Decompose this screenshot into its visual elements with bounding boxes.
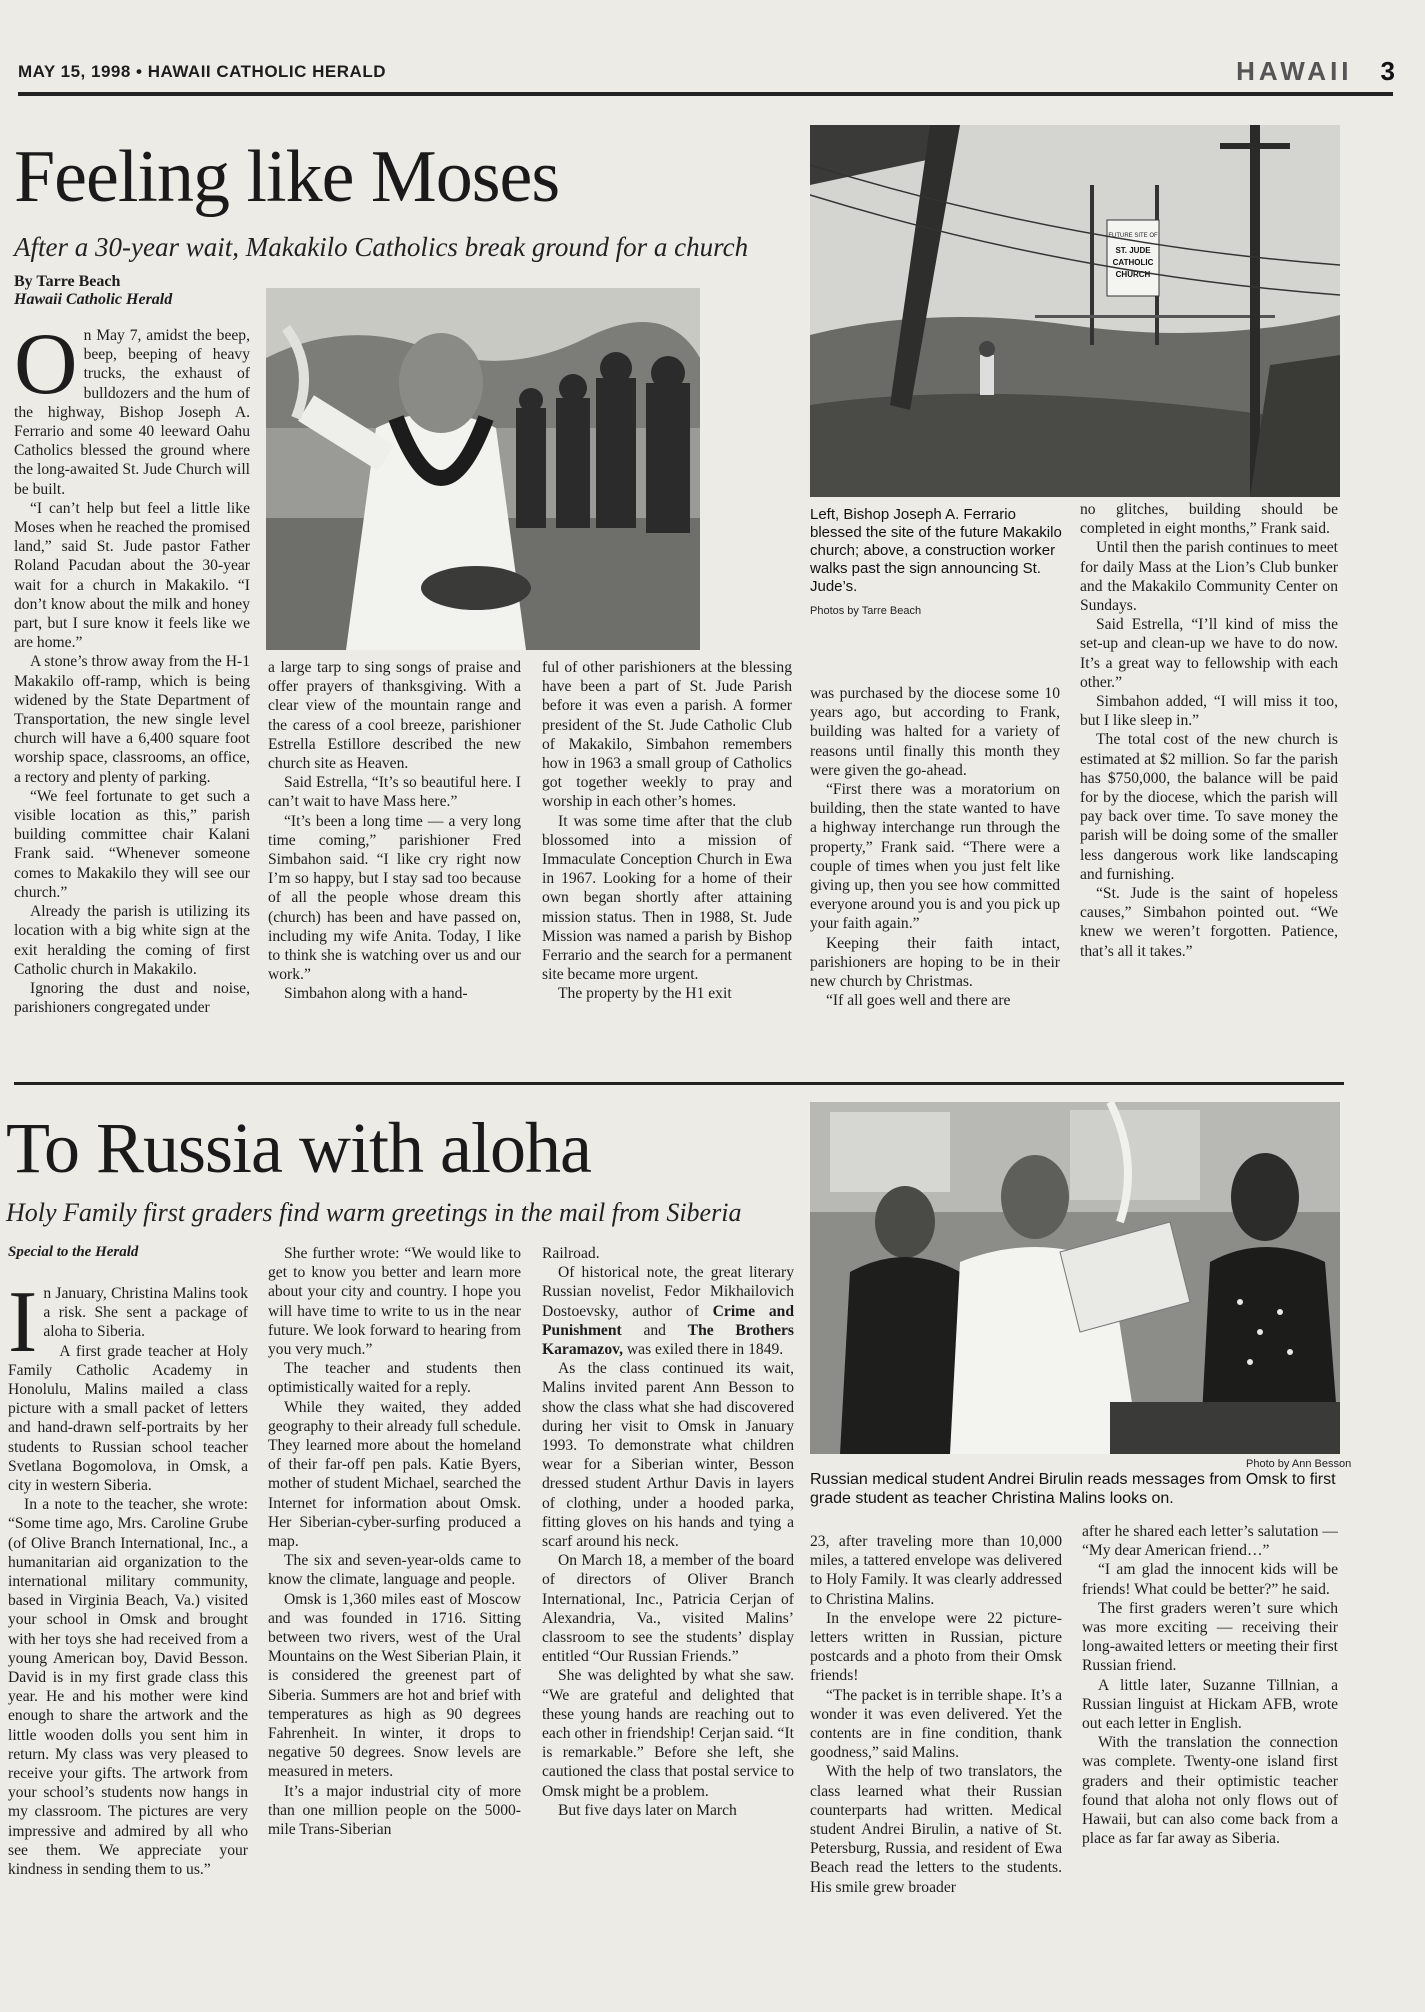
- story2-col2-p3: While they waited, they added geography to their already full schedule. They learned more about the homeland of their far-off pen pals. Katie Byers, mother of student Michael, searched the Internet for information about Omsk. Her Siberian-cyber-surfing produced a map.: [268, 1398, 521, 1551]
- photo-bishop-blessing-art: [266, 288, 700, 650]
- story2-photo-credit: Photo by Ann Besson: [1246, 1458, 1352, 1470]
- story1-col3-p3: The property by the H1 exit: [558, 985, 732, 1003]
- story1-caption-text: Left, Bishop Joseph A. Ferrario blessed the site of the future Makakilo church; above, a construction worker walks past the sign announcing St. Jude’s.: [810, 506, 1062, 595]
- book-title-crime: Crime and Punishment: [542, 1302, 795, 1339]
- dropcap: O: [14, 316, 78, 413]
- story2-col1-p2: A first grade teacher at Holy Family Catholic Academy in Honolulu, Malins mailed a class picture with a small packet of letters and hand-drawn self-portraits by her students to Russian school teacher Svetlana Bogomolova, in Omsk, a city in western Siberia.: [8, 1342, 248, 1495]
- story1-byline-author: By Tarre Beach: [14, 273, 121, 290]
- story2-col2-p6: It’s a major industrial city of more than one million people on the 5000-mile Trans-Siberian: [268, 1782, 521, 1839]
- story2-col2-p5: Omsk is 1,360 miles east of Moscow and was founded in 1716. Sitting between two rivers, west of the Ural Mountains on the West Siberian Plain, it is considered the greenest part of Siberia. Summers are hot and brief with temperatures as high as 90 degrees Fahrenheit. In winter, it drops to negative 50 degrees. Snow levels are measured in meters.: [268, 1590, 521, 1781]
- story2-col5-p4: A little later, Suzanne Tillnian, a Russian linguist at Hickam AFB, wrote out each letter in English.: [1082, 1676, 1338, 1733]
- story1-headline: Feeling like Moses: [14, 136, 560, 218]
- section-name: HAWAII: [1236, 56, 1353, 86]
- story2-deck: Holy Family first graders find warm greetings in the mail from Siberia: [6, 1198, 742, 1227]
- story2-col2-p4: The six and seven-year-olds came to know the climate, language and people.: [268, 1552, 521, 1589]
- story2-col4-p3: “The packet is in terrible shape. It’s a wonder it was even delivered. Yet the contents are in fine condition, thank goodness,” said Malins.: [810, 1686, 1062, 1762]
- story2-headline: To Russia with aloha: [6, 1108, 591, 1188]
- sign-catholic: CATHOLIC: [1112, 258, 1154, 267]
- story2-col3-p4: She was delighted by what she saw. “We are grateful and delighted that these young hands are reaching out to each other in friendship! Cerjan said. “It is remarkable.” Before she left, she cautioned the class that postal service to Omsk might be a problem.: [542, 1667, 794, 1800]
- story2-col4-p4: With the help of two translators, the class learned what their Russian counterparts had written. Medical student Andrei Birulin, a native of St. Petersburg, Russia, and resident of Ewa Beach read the letters to the students. His smile grew broader: [810, 1763, 1062, 1896]
- sign-future-site: FUTURE SITE OF: [1108, 233, 1158, 239]
- story2-column-2: [268, 1244, 521, 1839]
- story2-byline: Special to the Herald: [8, 1244, 139, 1260]
- photo-construction-site-art: [810, 125, 1340, 497]
- story1-col5-p1: no glitches, building should be completed in eight months,” Frank said.: [1080, 501, 1338, 538]
- story2-col2-p2: The teacher and students then optimistically waited for a reply.: [268, 1360, 521, 1397]
- story1-col1-p5: Already the parish is utilizing its location with a big white sign at the exit heralding the coming of first Catholic church in Makakilo.: [14, 903, 250, 978]
- story2-col3-p3: On March 18, a member of the board of directors of Oliver Branch International, Inc., Patricia Cerjan of Alexandria, Va., visited Malins’ classroom to see the students’ display entitled “Our Russian Friends.”: [542, 1552, 794, 1666]
- story2-col3-p1: Of historical note, the great literary Russian novelist, Fedor Mikhailovich Dostoevsky, author of Crime and Punishment and The Brothers Karamazov, was exiled there in 1849.: [542, 1264, 795, 1359]
- story2-column-1: [8, 1274, 248, 1879]
- story1-col2-p4: Simbahon along with a hand-: [284, 985, 468, 1003]
- story1-byline: [14, 273, 172, 309]
- story-divider: [14, 1082, 1344, 1085]
- story1-byline-org: Hawaii Catholic Herald: [14, 291, 173, 308]
- story1-column-4: [810, 684, 1060, 1010]
- story1-column-3: [542, 658, 792, 1004]
- story1-caption: [810, 506, 1062, 620]
- page-number: 3: [1380, 56, 1395, 86]
- story2-col1-p3: In a note to the teacher, she wrote: “Some time ago, Mrs. Caroline Grube (of Olive Branch International, Inc., a humanitarian aid organization to the international military community, based in Virginia Beach, Va.) visited your school in Omsk and brought with her toys she had received from a young American boy, David Besson. David is in my first grade class this year. He and his mother were kind enough to share the artwork and the little wooden dolls you sent him in return. My class was very pleased to receive your gifts. The artwork from your school’s students now hangs in my classroom. The pictures are very impressive and admired by all who see them. We appreciate your kindness in sending them to us.”: [8, 1496, 248, 1879]
- section-label: [1236, 56, 1395, 87]
- sign-church: CHURCH: [1115, 270, 1151, 279]
- story2-column-4: [810, 1532, 1062, 1897]
- story1-col5-p3: Said Estrella, “I’ll kind of miss the set-up and clean-up we have to do now. It’s a great way to fellowship with each other.”: [1080, 616, 1338, 691]
- story1-column-2: [268, 658, 521, 1004]
- story1-column-5: [1080, 500, 1338, 961]
- story1-col1-p4: “We feel fortunate to get such a visible location as this,” parish building committee chair Kalani Frank said. “Whenever someone comes to Makakilo they will see our church.”: [14, 787, 250, 901]
- story2-col4-p1: 23, after traveling more than 10,000 miles, a tattered envelope was delivered to Holy Family. It was clearly addressed to Christina Malins.: [810, 1533, 1062, 1608]
- story1-col2-p1: a large tarp to sing songs of praise and offer prayers of thanksgiving. With a clear view of the mountain range and the caress of a cool breeze, parishioner Estrella Estillore described the new church site as Heaven.: [268, 659, 521, 773]
- story2-col5-p2: “I am glad the innocent kids will be friends! What could be better?” he said.: [1082, 1561, 1338, 1598]
- story2-col5-p1: after he shared each letter’s salutation — “My dear American friend…”: [1082, 1523, 1338, 1560]
- story1-col4-p1: was purchased by the diocese some 10 years ago, but according to Frank, building was halted for a variety of reasons until finally this month they were given the go-ahead.: [810, 685, 1060, 779]
- story1-col2-p2: Said Estrella, “It’s so beautiful here. I can’t wait to have Mass here.”: [268, 774, 521, 811]
- story2-col3-p5: But five days later on March: [558, 1801, 737, 1819]
- story1-col4-p4: “If all goes well and there are: [826, 992, 1011, 1010]
- photo-classroom-art: [810, 1102, 1340, 1454]
- story2-col3-p2: As the class continued its wait, Malins invited parent Ann Besson to show the class what she had discovered during her visit to Omsk in January 1993. To demonstrate what children wear for a Siberian winter, Besson dressed student Arthur Davis in layers of clothing, under a hooded parka, fitting gloves on his hands and tying a scarf around his neck.: [542, 1360, 794, 1551]
- dropcap-i: I: [8, 1274, 38, 1371]
- story2-col5-p5: With the translation the connection was complete. Twenty-one island first graders and their optimistic teacher found that aloha not only flows out of Hawaii, but can also come back from a place as far far away as Siberia.: [1082, 1734, 1338, 1848]
- story1-column-1: [14, 316, 251, 1017]
- photo-bishop-blessing: [266, 288, 700, 650]
- masthead-date-paper: MAY 15, 1998 • HAWAII CATHOLIC HERALD: [18, 62, 386, 81]
- book-title-karamazov: The Brothers Karamazov,: [542, 1321, 794, 1359]
- photo-classroom: [810, 1102, 1340, 1454]
- story1-col2-p3: “It’s been a long time — a very long time coming,” parishioner Fred Simbahon said. “I like cry right now I’m so happy, but I stay sad too because of all the people whose dream this (church) has been and have passed on, including my wife Anita. Today, I like to think she is watching over us and our work.”: [268, 812, 521, 984]
- story1-col3-p2: It was some time after that the club blossomed into a mission of Immaculate Conception Church in Ewa in 1967. Looking for a home of their own began shortly after attaining mission status. Then in 1988, St. Jude Mission was named a parish by Bishop Ferrario and the search for a permanent site became more urgent.: [542, 812, 792, 984]
- story1-col3-p1: ful of other parishioners at the blessing have been a part of St. Jude Parish before it was even a parish. A former president of the St. Jude Catholic Club of Makakilo, Simbahon remembers how in 1963 a small group of Catholics got together weekly to pray and worship in each other’s homes.: [542, 659, 792, 811]
- story1-col4-p3: Keeping their faith intact, parishioners are hoping to be in their new church by Christmas.: [810, 934, 1060, 991]
- story1-photo-credit: Photos by Tarre Beach: [810, 605, 922, 617]
- story1-col1-p6: Ignoring the dust and noise, parishioners congregated under: [14, 979, 250, 1017]
- story2-col1-p1: In January, Christina Malins took a risk. She sent a package of aloha to Siberia.: [8, 1274, 248, 1371]
- story1-col5-p4: Simbahon added, “I will miss it too, but I like sleep in.”: [1080, 693, 1338, 730]
- story1-col5-p2: Until then the parish continues to meet for daily Mass at the Lion’s Club bunker and the Makakilo Community Center on Sundays.: [1080, 539, 1338, 615]
- story1-col1-p3: A stone’s throw away from the H-1 Makakilo off-ramp, which is being widened by the State Department of Transportation, the new single level church will have a 6,400 square foot worship space, classrooms, an office, a rectory and plenty of parking.: [14, 653, 251, 786]
- story2-column-3: [542, 1244, 794, 1820]
- story2-col2-p1: She further wrote: “We would like to get to know you better and learn more about your city and country. I hope you will have time to write to us in the near future. We look forward to hearing from you very much.”: [268, 1245, 521, 1359]
- photo-construction-site: [810, 125, 1340, 497]
- story1-col5-p6: “St. Jude is the saint of hopeless causes,” Simbahon pointed out. “We knew we weren’t forgotten. Patience, that’s all it takes.”: [1080, 885, 1338, 960]
- header-rule: [18, 92, 1393, 96]
- story2-col3-p0: Railroad.: [542, 1245, 600, 1262]
- story1-col1-p1: On May 7, amidst the beep, beep, beeping of heavy trucks, the exhaust of bulldozers and the hum of the highway, Bishop Joseph A. Ferrario and some 40 leeward Oahu Catholics blessed the ground where the long-awaited St. Jude Church will be built.: [14, 316, 250, 498]
- story2-column-5: [1082, 1522, 1338, 1848]
- sign-st-jude: ST. JUDE: [1115, 246, 1151, 255]
- story2-col5-p3: The first graders weren’t sure which was more exciting — receiving their long-awaited letters or meeting their first Russian friend.: [1082, 1599, 1338, 1675]
- story1-col1-p2: “I can’t help but feel a little like Moses when he reached the promised land,” said St. Jude pastor Father Roland Pacudan about the 30-year wait for a church in Makakilo. “I don’t know about the milk and honey part, but I sure know it feels like we are home.”: [14, 499, 250, 652]
- story1-col5-p5: The total cost of the new church is estimated at $2 million. So far the parish has $750,000, the balance will be paid for by the diocese, which the parish will pay back over time. To save money the parish will be doing some of the smaller less dangerous work like landscaping and furnishing.: [1080, 731, 1338, 883]
- story2-caption: Russian medical student Andrei Birulin reads messages from Omsk to first grade student as teacher Christina Malins looks on.: [810, 1471, 1336, 1507]
- story2-col4-p2: In the envelope were 22 picture-letters written in Russian, picture postcards and a photo from their Omsk friends!: [810, 1609, 1062, 1685]
- story1-col4-p2: “First there was a moratorium on building, then the state wanted to have a highway interchange run through the property,” Frank said. “There were a couple of times when you just felt like giving up, then you see how committed everyone around you is and you pick up your faith again.”: [810, 781, 1060, 933]
- story1-deck: After a 30-year wait, Makakilo Catholics break ground for a church: [14, 232, 749, 262]
